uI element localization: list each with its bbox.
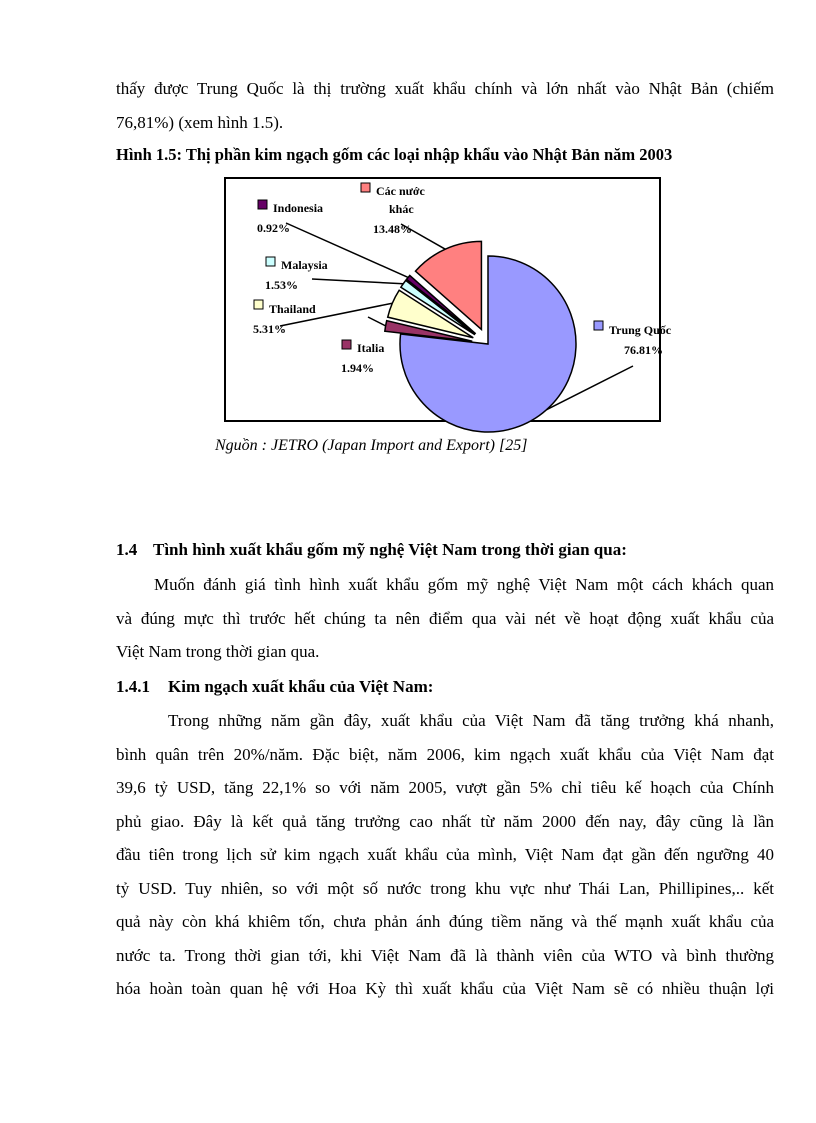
leader-line	[312, 279, 403, 284]
subsection-title: Kim ngạch xuất khẩu của Việt Nam:	[168, 677, 434, 696]
pie-label-malaysia: Malaysia	[281, 258, 328, 272]
pie-chart-frame	[224, 177, 672, 422]
text-line: 76,81%) (xem hình 1.5).	[116, 112, 284, 132]
text-line: quả này còn khá khiêm tốn, chưa phản ánh đúng tiềm năng và thế mạnh xuất khẩu của	[116, 912, 774, 931]
legend-marker	[258, 200, 267, 209]
text-line: 39,6 tỷ USD, tăng 22,1% so với năm 2005, vượt gần 5% chỉ tiêu kế hoạch của Chính	[116, 778, 774, 797]
text-line: Việt Nam trong thời gian qua.	[116, 642, 320, 661]
text-line: và đúng mực thì trước hết chúng ta nên điểm qua vài nét về hoạt động xuất khẩu của	[116, 608, 774, 628]
section-title: Tình hình xuất khẩu gốm mỹ nghệ Việt Nam trong thời gian qua:	[153, 540, 627, 559]
section-heading	[116, 540, 627, 560]
text-line: tỷ USD. Tuy nhiên, so với một số nước trong khu vực như Thái Lan, Phillipines,.. kết	[116, 878, 774, 898]
text-line: Muốn đánh giá tình hình xuất khẩu gốm mỹ nghệ Việt Nam một cách khách quan	[154, 575, 774, 594]
text-line: thấy được Trung Quốc là thị trường xuất khẩu chính và lớn nhất vào Nhật Bản (chiếm	[116, 79, 774, 98]
intro-paragraph	[116, 72, 774, 139]
pie-label-cac-nuoc-khac: Các nước	[376, 184, 425, 198]
pie-value-italia: 1.94%	[341, 361, 374, 375]
pie-value-thailand: 5.31%	[253, 322, 286, 336]
pie-value-cac-nuoc-khac: 13.48%	[373, 222, 412, 236]
section-number: 1.4	[116, 540, 138, 559]
figure-caption: Hình 1.5: Thị phần kim ngạch gốm các loại nhập khẩu vào Nhật Bản năm 2003	[116, 145, 673, 164]
figure-source: Nguồn : JETRO (Japan Import and Export) [25]	[215, 437, 528, 454]
pie-label-italia: Italia	[357, 341, 385, 355]
pie-label-trung-quoc: Trung Quốc	[609, 323, 672, 337]
pie-value-malaysia: 1.53%	[265, 278, 298, 292]
text-line: phủ giao. Đây là kết quả tăng trưởng cao nhất từ năm 2000 đến nay, đây cũng là lần	[116, 811, 774, 831]
text-line: bình quân trên 20%/năm. Đặc biệt, năm 2006, kim ngạch xuất khẩu của Việt Nam đạt	[116, 744, 774, 764]
subsection-paragraph	[116, 704, 774, 1006]
pie-label-thailand: Thailand	[269, 302, 316, 316]
pie-slice-trung-quoc	[400, 256, 576, 432]
subsection-number: 1.4.1	[116, 677, 150, 696]
leader-line	[368, 317, 386, 326]
text-line: nước ta. Trong thời gian tới, khi Việt Nam đã là thành viên của WTO và bình thường	[116, 945, 774, 965]
legend-marker	[254, 300, 263, 309]
legend-marker	[361, 183, 370, 192]
legend-marker	[594, 321, 603, 330]
section-paragraph	[116, 568, 774, 669]
legend-marker	[342, 340, 351, 349]
legend-marker	[266, 257, 275, 266]
subsection-heading	[116, 677, 433, 697]
text-line: hóa hoàn toàn quan hệ với Hoa Kỳ thì xuất khẩu của Việt Nam sẽ có nhiều thuận lợi	[116, 979, 774, 998]
text-line: Trong những năm gần đây, xuất khẩu của Việt Nam đã tăng trưởng khá nhanh,	[168, 711, 774, 730]
pie-label-indonesia: Indonesia	[273, 201, 324, 215]
pie-chart	[226, 179, 672, 420]
pie-value-trung-quoc: 76.81%	[624, 343, 663, 357]
pie-label-cac-nuoc-khac: khác	[389, 202, 414, 216]
pie-value-indonesia: 0.92%	[257, 221, 290, 235]
text-line: đầu tiên trong lịch sử kim ngạch xuất khẩu của mình, Việt Nam đạt gần đến ngưỡng 40	[116, 845, 774, 864]
